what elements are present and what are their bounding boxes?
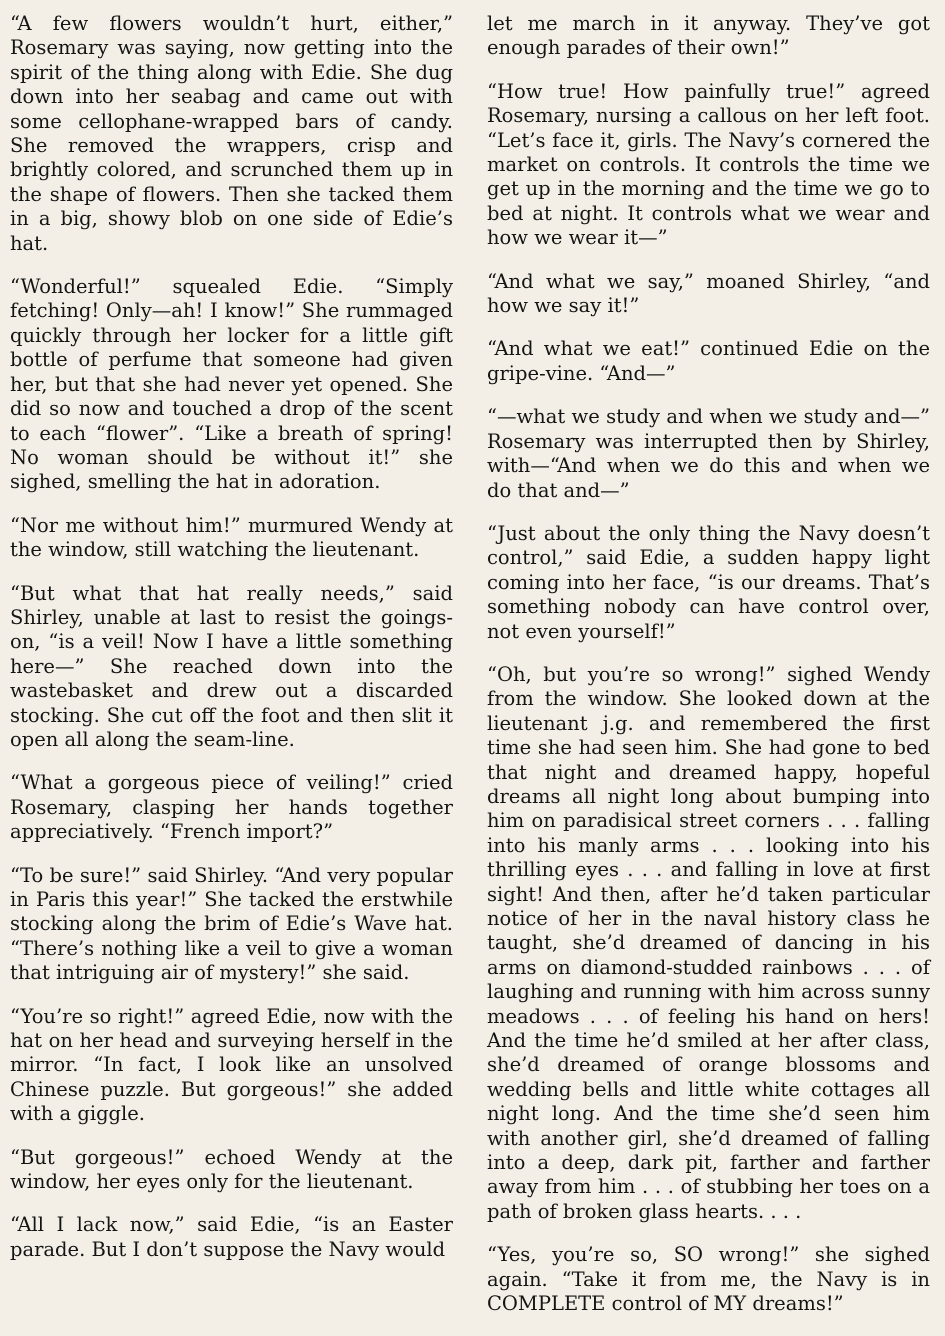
paragraph: “How true! How painfully true!” agreed Rosemary, nursing a callous on her left foot. “Let’s face it, girls. The Navy’s cornered the market on controls. It controls the time we get up in the morning and the time we go to bed at night. It controls what we wear and how we wear it—” — [487, 79, 930, 250]
paragraph: “And what we eat!” continued Edie on the gripe-vine. “And—” — [487, 337, 930, 385]
paragraph: “Oh, but you’re so wrong!” sighed Wendy from the window. She looked down at the lieutenant j.g. and remembered the first time she had seen him. She had gone to bed that night and dreamed happy, hopeful dreams all night long about bumping into him on paradisical street corners . . . falling into his manly arms . . . looking into his thrilling eyes . . . and falling in love at first sight! And then, after he’d taken particular notice of her in the naval history class he taught, she’d dreamed of dancing in his arms on diamond-studded rainbows . . . of laughing and running with him across sunny meadows . . . of feeling his hand on hers! And the time he’d smiled at her after class, she’d dreamed of orange blossoms and wedding bells and little white cottages all night long. And the time she’d seen him with another girl, she’d dreamed of falling into a deep, dark pit, farther and farther away from him . . . of stubbing her toes on a path of broken glass hearts. . . . — [487, 662, 930, 1223]
paragraph: “To be sure!” said Shirley. “And very popular in Paris this year!” She tacked the erstwhile stocking along the brim of Edie’s Wave hat. “There’s nothing like a veil to give a woman that intriguing air of mystery!” she said. — [10, 863, 453, 985]
column-gutter — [469, 0, 470, 1335]
right-text-column — [487, 12, 930, 1336]
paragraph: “Yes, you’re so, SO wrong!” she sighed again. “Take it from me, the Navy is in COMPLETE control of MY dreams!” — [487, 1243, 930, 1316]
paragraph: “Just about the only thing the Navy doesn’t control,” said Edie, a sudden happy light coming into her face, “is our dreams. That’s something nobody can have control over, not even yourself!” — [487, 521, 930, 643]
paragraph: “Wonderful!” squealed Edie. “Simply fetching! Only—ah! I know!” She rummaged quickly through her locker for a little gift bottle of perfume that someone had given her, but that she had never yet opened. She did so now and touched a drop of the scent to each “flower”. “Like a breath of spring! No woman should be without it!” she sighed, smelling the hat in adoration. — [10, 275, 453, 494]
paragraph: let me march in it anyway. They’ve got enough parades of their own!” — [487, 12, 930, 60]
paragraph: “And what we say,” moaned Shirley, “and how we say it!” — [487, 269, 930, 318]
paragraph: “You’re so right!” agreed Edie, now with the hat on her head and surveying herself in the mirror. “In fact, I look like an unsolved Chinese puzzle. But gorgeous!” she added with a giggle. — [10, 1004, 453, 1126]
paragraph: “A few flowers wouldn’t hurt, either,” Rosemary was saying, now getting into the spirit of the thing along with Edie. She dug down into her seabag and came out with some cellophane-wrapped bars of candy. She removed the wrappers, crisp and brightly colored, and scrunched them up in the shape of flowers. Then she tacked them in a big, showy blob on one side of Edie’s hat. — [10, 12, 453, 255]
paragraph: “What a gorgeous piece of veiling!” cried Rosemary, clasping her hands together appreciatively. “French import?” — [10, 771, 453, 844]
left-text-column — [10, 12, 453, 1281]
paragraph: “All I lack now,” said Edie, “is an Easter parade. But I don’t suppose the Navy would — [10, 1213, 453, 1261]
paragraph: “—what we study and when we study and—” Rosemary was interrupted then by Shirley, with—“And when we do this and when we do that and—” — [487, 405, 930, 502]
paragraph: “Nor me without him!” murmured Wendy at the window, still watching the lieutenant. — [10, 513, 453, 562]
paragraph: “But what that hat really needs,” said Shirley, unable at last to resist the goings-on, “is a veil! Now I have a little something here—” She reached down into the wastebasket and drew out a discarded stocking. She cut off the foot and then slit it open all along the seam-line. — [10, 581, 453, 751]
paragraph: “But gorgeous!” echoed Wendy at the window, her eyes only for the lieutenant. — [10, 1145, 453, 1194]
